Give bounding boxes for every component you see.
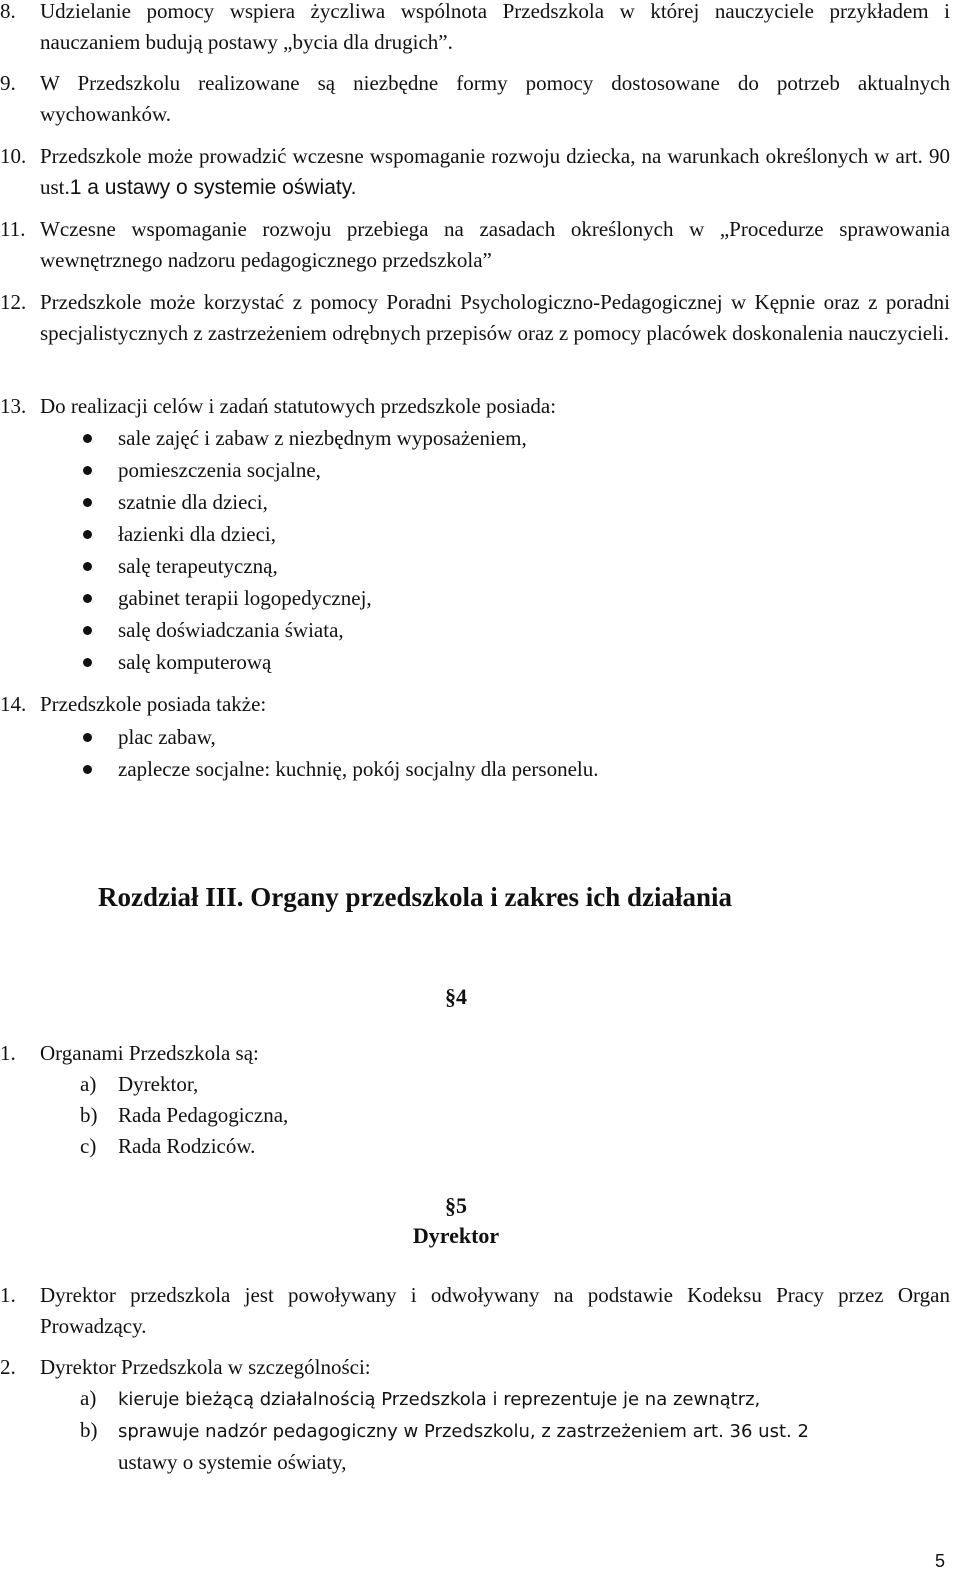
list-item-14 [0,689,950,720]
bullet-item [80,722,940,754]
item-label: a) [80,1386,97,1410]
list-item-9 [0,68,950,130]
bullet-icon [83,498,92,507]
item-label: a) [80,1072,97,1096]
item-label: c) [80,1134,97,1158]
item-text: Do realizacji celów i zadań statutowych przedszkole posiada: [40,394,557,418]
item-text: W Przedszkolu realizowane są niezbędne formy pomocy dostosowane do potrzeb aktualnych wychowanków. [40,71,950,126]
organ-item [80,1131,950,1162]
item-text: Rada Rodziców. [118,1134,256,1158]
bullet-item [80,615,940,647]
item-label: b) [80,1418,98,1442]
bullet-text: szatnie dla dzieci, [118,490,268,514]
organ-item [80,1100,950,1131]
bullet-text: salę doświadczania świata, [118,618,344,642]
organs-list [80,1069,950,1162]
bullet-icon [83,466,92,475]
bullet-icon [83,562,92,571]
item-number: 12. [0,290,27,314]
section-title: Dyrektor [412,1223,500,1248]
bullet-text: pomieszczenia socjalne, [118,458,321,482]
item-number: 1. [0,1283,16,1307]
section5-item-2 [0,1352,950,1383]
bullet-item [80,754,940,786]
item-text: Dyrektor, [118,1072,199,1096]
item-text: Przedszkole posiada także: [40,692,267,716]
list-item-10 [0,141,950,203]
item-text: Przedszkole może korzystać z pomocy Poradni Psychologiczno-Pedagogicznej w Kępnie oraz z poradni specjalistycznych z zastrzeżeniem odrębnych przepisów oraz z pomocy placówek doskonalenia nauczycieli. [40,290,950,345]
bullet-icon [83,530,92,539]
item-text-part: 1 a ustawy o systemie oświaty. [69,176,357,199]
section-mark-4: §4 [445,984,467,1009]
chapter-heading: Rozdział III. Organy przedszkola i zakres ich działania [98,882,733,912]
facilities-list [80,423,940,679]
bullet-text: zaplecze socjalne: kuchnię, pokój socjalny dla personelu. [118,757,599,781]
bullet-text: gabinet terapii logopedycznej, [118,586,372,610]
page-number: 5 [935,1551,946,1571]
list-item-11 [0,214,950,276]
list-item-13 [0,391,950,422]
bullet-icon [83,658,92,667]
item-text: kieruje bieżącą działalnością Przedszkola i reprezentuje je na zewnątrz, [118,1389,761,1410]
item-text-part: Przedszkole może prowadzić wczesne wspomaganie rozwoju dziecka, na warunkach określonych w art. 90 ust. [40,144,950,199]
bullet-icon [83,594,92,603]
bullet-item [80,647,940,679]
item-number: 10. [0,144,27,168]
item-label: b) [80,1103,98,1127]
item-text: Udzielanie pomocy wspiera życzliwa wspólnota Przedszkola w której nauczyciele przykładem i nauczaniem budują postawy „bycia dla drugich”. [40,0,950,54]
item-text: sprawuje nadzór pedagogiczny w Przedszkolu, z zastrzeżeniem art. 36 ust. 2 [118,1421,809,1442]
item-text: Wczesne wspomaganie rozwoju przebiega na zasadach określonych w „Procedurze sprawowania wewnętrznego nadzoru pedagogicznego przedszkola” [40,217,950,272]
bullet-icon [83,626,92,635]
item-text: Organami Przedszkola są: [40,1041,259,1065]
item-number: 1. [0,1041,16,1065]
extra-facilities-list [80,722,940,786]
item-text-continued: ustawy o systemie oświaty, [118,1450,347,1474]
bullet-text: salę terapeutyczną, [118,554,278,578]
item-text: Dyrektor przedszkola jest powoływany i odwoływany na podstawie Kodeksu Pracy przez Organ Prowadzący. [40,1283,950,1338]
section4-item-1 [0,1038,950,1069]
item-number: 8. [0,0,16,23]
item-text [40,141,950,203]
bullet-item [80,423,940,455]
bullet-icon [83,733,92,742]
duties-list [80,1383,950,1478]
bullet-item [80,551,940,583]
item-text: Rada Pedagogiczna, [118,1103,289,1127]
list-item-8 [0,0,950,58]
organ-item [80,1069,950,1100]
bullet-icon [83,765,92,774]
item-number: 13. [0,394,27,418]
bullet-item [80,519,940,551]
list-item-12 [0,287,950,349]
section-mark-5: §5 [445,1193,467,1218]
bullet-text: plac zabaw, [118,725,216,749]
duty-item [80,1415,950,1478]
item-text: Dyrektor Przedszkola w szczególności: [40,1355,371,1379]
section5-item-1 [0,1280,950,1342]
item-number: 2. [0,1355,16,1379]
bullet-item [80,583,940,615]
bullet-item [80,455,940,487]
item-number: 11. [0,217,26,241]
bullet-text: salę komputerową [118,650,272,674]
duty-item [80,1383,950,1415]
bullet-icon [83,434,92,443]
item-number: 14. [0,692,27,716]
bullet-item [80,487,940,519]
bullet-text: sale zajęć i zabaw z niezbędnym wyposażeniem, [118,426,527,450]
item-number: 9. [0,71,16,95]
bullet-text: łazienki dla dzieci, [118,522,277,546]
